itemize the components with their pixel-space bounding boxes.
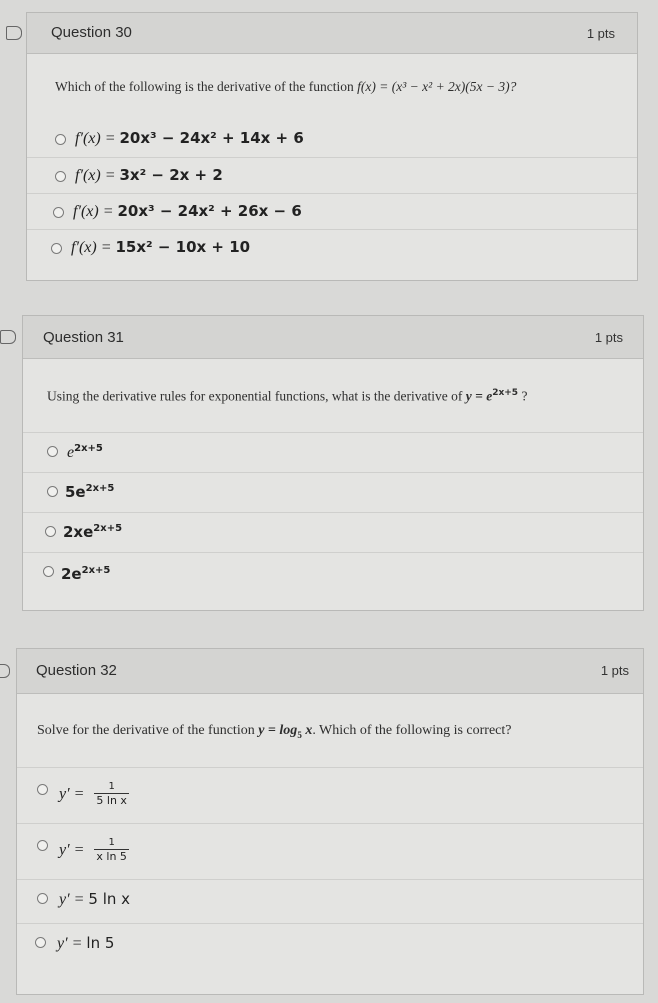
answer-option[interactable]	[17, 767, 643, 824]
answer-base: 2e	[61, 565, 82, 583]
answer-label[interactable]	[73, 202, 302, 221]
answer-option[interactable]	[17, 823, 643, 880]
answer-option[interactable]	[27, 121, 637, 157]
fraction-numerator: 1	[94, 780, 129, 794]
radio-button[interactable]	[47, 446, 58, 457]
radio-button[interactable]	[37, 784, 48, 795]
answer-label[interactable]	[75, 129, 304, 148]
answer-lhs: f′(x) =	[73, 203, 118, 220]
radio-button[interactable]	[53, 207, 64, 218]
radio-button[interactable]	[37, 840, 48, 851]
answer-option[interactable]	[17, 923, 643, 968]
fraction-denominator: 5 ln x	[96, 794, 127, 807]
question-prompt	[37, 723, 512, 740]
answer-label[interactable]	[63, 523, 122, 541]
question-card-32	[16, 648, 644, 995]
prompt-text: Which of the following is the derivative of the function	[55, 79, 358, 94]
question-title: Question 30	[51, 24, 132, 41]
answer-option[interactable]	[27, 193, 637, 230]
answer-label[interactable]	[57, 934, 114, 953]
answer-option[interactable]	[23, 432, 643, 469]
answer-label[interactable]	[65, 483, 114, 501]
radio-button[interactable]	[55, 171, 66, 182]
answer-rhs: ln 5	[86, 934, 115, 952]
prompt-variable: x	[301, 723, 313, 738]
radio-button[interactable]	[55, 134, 66, 145]
question-points: 1 pts	[586, 26, 615, 41]
answer-label[interactable]	[67, 443, 103, 462]
answer-label[interactable]	[75, 166, 223, 185]
question-header	[17, 649, 643, 694]
answer-lhs: y′ =	[59, 785, 89, 803]
prompt-math: y = e	[465, 388, 493, 404]
answer-label[interactable]	[59, 780, 129, 808]
prompt-suffix: ?	[518, 388, 528, 404]
question-title: Question 32	[36, 662, 117, 679]
answer-rhs: 15x² − 10x + 10	[115, 238, 251, 256]
answer-option[interactable]	[23, 472, 643, 509]
radio-button[interactable]	[47, 486, 58, 497]
prompt-text: Using the derivative rules for exponential functions, what is the derivative of	[47, 388, 466, 404]
radio-button[interactable]	[37, 893, 48, 904]
answer-lhs: f′(x) =	[75, 130, 120, 147]
fraction-denominator: x ln 5	[96, 850, 127, 863]
answer-label[interactable]	[59, 836, 129, 864]
answer-lhs: y′ =	[57, 935, 87, 952]
fraction	[94, 836, 129, 864]
question-header	[23, 316, 643, 359]
question-title: Question 31	[43, 329, 124, 346]
flag-icon[interactable]	[0, 664, 10, 678]
prompt-subscript: 5	[297, 729, 302, 740]
answer-base: e	[67, 444, 75, 461]
prompt-text: Solve for the derivative of the function	[37, 723, 259, 738]
answer-option[interactable]	[27, 157, 637, 194]
flag-icon[interactable]	[0, 330, 16, 344]
answer-base: 2xe	[63, 523, 94, 541]
answer-exponent: 2x+5	[81, 565, 111, 576]
answer-lhs: y′ =	[59, 841, 89, 859]
prompt-exponent: 2x+5	[492, 388, 519, 398]
answer-option[interactable]	[23, 552, 643, 589]
answer-rhs: 20x³ − 24x² + 14x + 6	[119, 129, 304, 147]
flag-icon[interactable]	[6, 26, 22, 40]
answer-exponent: 2x+5	[93, 523, 123, 534]
answer-base: 5e	[65, 483, 86, 501]
answer-option[interactable]	[17, 879, 643, 924]
answer-lhs: f′(x) =	[75, 167, 120, 184]
question-points: 1 pts	[600, 663, 629, 678]
answer-label[interactable]	[71, 238, 250, 257]
prompt-math: y = log	[258, 723, 298, 738]
question-points: 1 pts	[594, 330, 623, 345]
fraction	[94, 780, 129, 808]
question-header	[27, 13, 637, 54]
answer-option[interactable]	[23, 512, 643, 549]
answer-exponent: 2x+5	[85, 483, 115, 494]
answer-option[interactable]	[27, 229, 637, 266]
question-prompt	[47, 388, 527, 405]
question-card-31	[22, 315, 644, 611]
answer-label[interactable]	[61, 565, 110, 583]
fraction-numerator: 1	[94, 836, 129, 850]
radio-button[interactable]	[35, 937, 46, 948]
prompt-math: f(x) = (x³ − x² + 2x)(5x − 3)?	[357, 79, 517, 94]
answer-rhs: 5 ln x	[88, 890, 131, 908]
answer-exponent: 2x+5	[74, 443, 103, 454]
answer-rhs: 20x³ − 24x² + 26x − 6	[117, 202, 302, 220]
radio-button[interactable]	[51, 243, 62, 254]
radio-button[interactable]	[43, 566, 54, 577]
answer-label[interactable]	[59, 890, 130, 909]
question-card-30	[26, 12, 638, 281]
prompt-suffix: . Which of the following is correct?	[312, 723, 512, 738]
answer-lhs: f′(x) =	[71, 239, 116, 256]
answer-rhs: 3x² − 2x + 2	[119, 166, 223, 184]
question-prompt	[55, 79, 516, 95]
radio-button[interactable]	[45, 526, 56, 537]
answer-lhs: y′ =	[59, 891, 89, 908]
